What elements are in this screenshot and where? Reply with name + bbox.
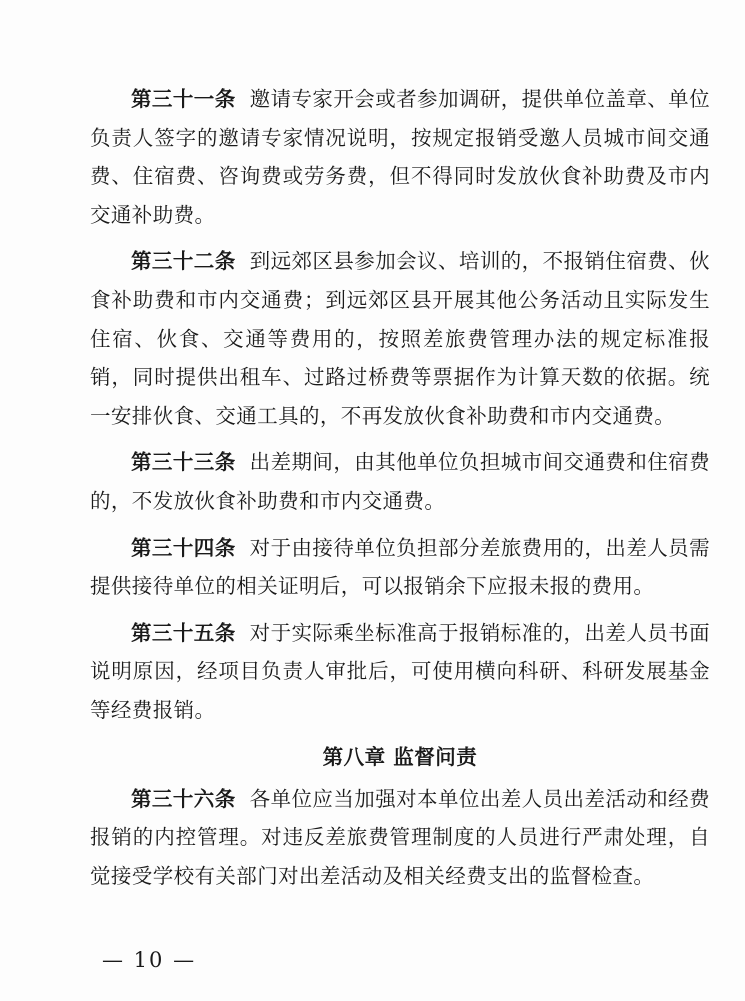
article-number: 第三十四条 (131, 535, 236, 560)
article-31 (90, 80, 710, 234)
article-32 (90, 242, 710, 435)
article-number: 第三十五条 (131, 620, 236, 645)
article-34 (90, 529, 710, 606)
article-35 (90, 614, 710, 730)
article-text: 出差期间，由其他单位负担城市间交通费和住宿费的，不发放伙食补助费和市内交通费。 (90, 450, 710, 513)
article-36 (90, 780, 710, 896)
page-number: — 10 — (102, 948, 197, 972)
article-number: 第三十一条 (131, 87, 236, 111)
article-text: 对于实际乘坐标准高于报销标准的，出差人员书面说明原因，经项目负责人审批后，可使用横向科研、科研发展基金等经费报销。 (90, 620, 710, 722)
article-text: 各单位应当加强对本单位出差人员出差活动和经费报销的内控管理。对违反差旅费管理制度的人员进行严肃处理，自觉接受学校有关部门对出差活动及相关经费支出的监督检查。 (90, 786, 710, 888)
article-text: 对于由接待单位负担部分差旅费用的，出差人员需提供接待单位的相关证明后，可以报销余下应报未报的费用。 (90, 535, 710, 599)
article-number: 第三十三条 (131, 450, 236, 475)
article-number: 第三十六条 (131, 786, 236, 811)
article-33 (90, 443, 710, 520)
article-text: 邀请专家开会或者参加调研，提供单位盖章、单位负责人签字的邀请专家情况说明，按规定报销受邀人员城市间交通费、住宿费、咨询费或劳务费，但不得同时发放伙食补助费及市内交通补助费。 (90, 87, 710, 227)
document-body (90, 80, 710, 903)
article-text: 到远郊区县参加会议、培训的，不报销住宿费、伙食补助费和市内交通费；到远郊区县开展其他公务活动且实际发生住宿、伙食、交通等费用的，按照差旅费管理办法的规定标准报销，同时提供出租车、过路过桥费等票据作为计算天数的依据。统一安排伙食、交通工具的，不再发放伙食补助费和市内交通费。 (90, 249, 710, 428)
chapter-heading: 第八章 监督问责 (322, 744, 478, 769)
article-number: 第三十二条 (131, 249, 236, 274)
